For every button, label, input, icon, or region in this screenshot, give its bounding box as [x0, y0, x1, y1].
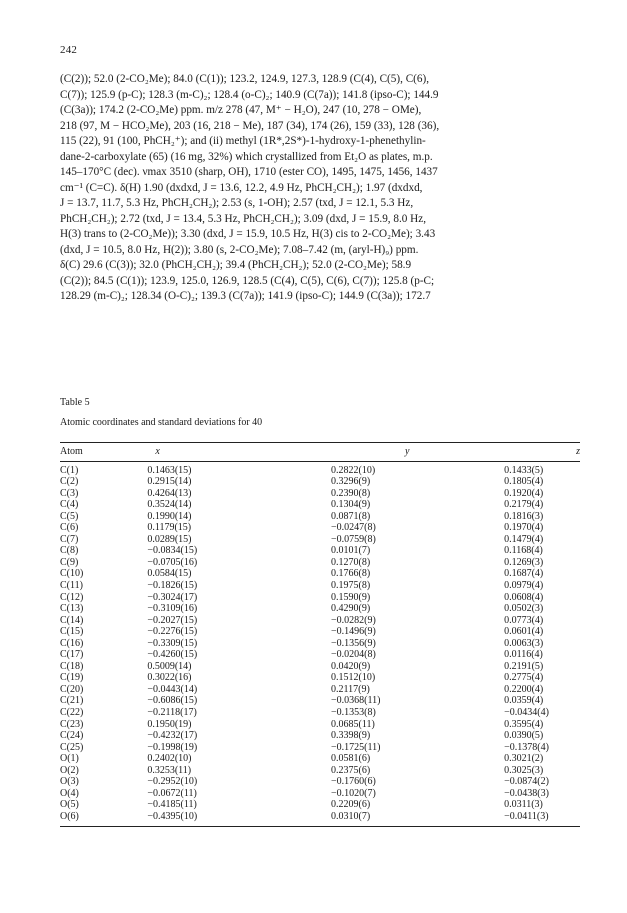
table-row	[60, 765, 580, 777]
text-line: dane-2-carboxylate (65) (16 mg, 32%) which crystallized from Et₂O as plates, m.p.	[60, 150, 433, 163]
cell-y: 0.2209(6)	[331, 799, 371, 811]
page-number: 242	[60, 44, 78, 56]
table-row	[60, 811, 580, 826]
cell-z: 0.2179(4)	[504, 499, 544, 511]
text-line: δ(C) 29.6 (C(3)); 32.0 (PhCH₂CH₂); 39.4 (PhCH₂CH₂); 52.0 (2-CO₂Me); 58.9	[60, 259, 412, 271]
cell-x: 0.0584(15)	[147, 568, 192, 580]
cell-atom: C(12)	[60, 591, 84, 603]
table-caption	[60, 395, 262, 431]
cell-x: −0.6086(15)	[147, 695, 198, 707]
table-header-row	[60, 443, 580, 462]
cell-y: −0.0368(11)	[331, 695, 381, 707]
cell-y: 0.4290(9)	[331, 603, 371, 615]
table-row	[60, 684, 580, 696]
cell-y: 0.3398(9)	[331, 730, 371, 742]
cell-z: 0.1687(4)	[504, 568, 544, 580]
cell-y: 0.0420(9)	[331, 660, 371, 672]
table-row	[60, 753, 580, 765]
cell-x: −0.2276(15)	[147, 626, 198, 638]
cell-y: 0.0685(11)	[331, 718, 375, 730]
table-row	[60, 626, 580, 638]
cell-x: −0.4185(11)	[147, 799, 197, 811]
cell-y: 0.0581(6)	[331, 753, 371, 765]
cell-z: 0.0773(4)	[504, 614, 544, 626]
header-y: y	[285, 443, 456, 462]
cell-y: −0.0759(8)	[331, 533, 376, 545]
text-line: 218 (97, M − HCO₂Me), 203 (16, 218 − Me), 187 (34), 174 (26), 159 (33), 128 (36),	[60, 119, 440, 132]
cell-z: 0.2200(4)	[504, 683, 544, 695]
cell-x: −0.2027(15)	[147, 614, 198, 626]
header-x: x	[107, 443, 285, 462]
cell-x: 0.3253(11)	[147, 764, 192, 776]
cell-z: 0.1970(4)	[504, 522, 544, 534]
table-row	[60, 603, 580, 615]
table-row	[60, 719, 580, 731]
cell-atom: C(24)	[60, 730, 84, 742]
cell-z: 0.1920(4)	[504, 487, 544, 499]
cell-z: 0.0502(3)	[504, 603, 544, 615]
cell-atom: C(16)	[60, 637, 84, 649]
cell-x: −0.2952(10)	[147, 776, 198, 788]
cell-y: −0.0204(8)	[331, 649, 376, 661]
cell-z: 0.1168(4)	[504, 545, 543, 557]
cell-y: 0.2375(6)	[331, 764, 371, 776]
table-row	[60, 511, 580, 523]
cell-atom: C(9)	[60, 556, 79, 568]
table-row	[60, 488, 580, 500]
cell-atom: O(3)	[60, 776, 79, 788]
table-row	[60, 742, 580, 754]
cell-z: 0.1816(3)	[504, 510, 544, 522]
cell-y: −0.1725(11)	[331, 741, 381, 753]
cell-z: 0.2191(5)	[504, 660, 544, 672]
cell-x: 0.3022(16)	[147, 672, 192, 684]
cell-z: −0.0438(3)	[504, 787, 549, 799]
cell-x: −0.3309(15)	[147, 637, 198, 649]
cell-x: 0.5009(14)	[147, 660, 192, 672]
cell-z: 0.0359(4)	[504, 695, 544, 707]
cell-atom: C(4)	[60, 499, 79, 511]
table-row	[60, 476, 580, 488]
cell-atom: C(6)	[60, 522, 79, 534]
table-row	[60, 661, 580, 673]
cell-y: 0.0310(7)	[285, 811, 456, 826]
cell-y: −0.0247(8)	[331, 522, 376, 534]
table-row	[60, 592, 580, 604]
cell-x: 0.3524(14)	[147, 499, 192, 511]
cell-x: −0.0672(11)	[147, 787, 197, 799]
cell-atom: C(10)	[60, 568, 84, 580]
cell-y: −0.1356(9)	[331, 637, 376, 649]
cell-x: −0.0834(15)	[147, 545, 198, 557]
table-row	[60, 557, 580, 569]
table-title: Atomic coordinates and standard deviations for 40	[60, 417, 263, 428]
cell-x: 0.1990(14)	[147, 510, 192, 522]
table-label: Table 5	[60, 397, 90, 408]
cell-z: 0.0390(5)	[504, 730, 544, 742]
text-line: (C(3a)); 174.2 (2-CO₂Me) ppm. m/z 278 (47, M⁺ − H₂O), 247 (10, 278 − OMe),	[60, 104, 422, 116]
cell-atom: C(25)	[60, 741, 84, 753]
cell-z: 0.0311(3)	[504, 799, 543, 811]
cell-atom: O(1)	[60, 753, 79, 765]
cell-z: 0.1479(4)	[504, 533, 544, 545]
cell-y: 0.1766(8)	[331, 568, 371, 580]
table-row	[60, 499, 580, 511]
cell-atom: O(6)	[60, 811, 107, 826]
cell-x: −0.0443(14)	[147, 683, 198, 695]
cell-z: 0.1433(5)	[504, 464, 544, 476]
cell-x: 0.1463(15)	[147, 464, 192, 476]
cell-atom: C(13)	[60, 603, 84, 615]
cell-x: −0.2118(17)	[147, 707, 197, 719]
table-row	[60, 707, 580, 719]
table-row	[60, 638, 580, 650]
cell-atom: O(4)	[60, 787, 79, 799]
cell-x: 0.1950(19)	[147, 718, 192, 730]
cell-z: 0.0116(4)	[504, 649, 543, 661]
cell-x: 0.2402(10)	[147, 753, 192, 765]
cell-y: −0.0282(9)	[331, 614, 376, 626]
cell-y: 0.1512(10)	[331, 672, 376, 684]
cell-y: 0.1304(9)	[331, 499, 371, 511]
cell-atom: C(8)	[60, 545, 79, 557]
cell-z: 0.0063(3)	[504, 637, 544, 649]
text-line: J = 13.7, 11.7, 5.3 Hz, PhCH₂CH₂); 2.53 (s, 1-OH); 2.57 (txd, J = 12.1, 5.3 Hz,	[60, 197, 414, 209]
table-row	[60, 461, 580, 476]
cell-x: −0.0705(16)	[147, 556, 198, 568]
cell-x: −0.4260(15)	[147, 649, 198, 661]
cell-y: −0.1020(7)	[331, 787, 376, 799]
table-body	[60, 461, 580, 826]
cell-y: 0.2117(9)	[331, 683, 370, 695]
table-row	[60, 545, 580, 557]
cell-atom: C(5)	[60, 510, 79, 522]
table-row	[60, 788, 580, 800]
table-row	[60, 649, 580, 661]
cell-x: −0.3109(16)	[147, 603, 198, 615]
cell-z: 0.0608(4)	[504, 591, 544, 603]
cell-x: −0.1998(19)	[147, 741, 198, 753]
text-line: (C(2)); 52.0 (2-CO₂Me); 84.0 (C(1)); 123.2, 124.9, 127.3, 128.9 (C(4), C(5), C(6),	[60, 73, 430, 85]
cell-atom: C(21)	[60, 695, 84, 707]
cell-atom: O(5)	[60, 799, 79, 811]
cell-y: 0.1975(8)	[331, 580, 371, 592]
cell-y: 0.3296(9)	[331, 476, 371, 488]
cell-z: −0.0874(2)	[504, 776, 549, 788]
text-line: 128.29 (m-C)₂; 128.34 (O-C)₂; 139.3 (C(7a)); 141.9 (ipso-C); 144.9 (C(3a)); 172.7	[60, 290, 431, 302]
atomic-coordinates-table	[60, 442, 580, 827]
header-atom: Atom	[60, 443, 107, 462]
cell-z: 0.1805(4)	[504, 476, 544, 488]
cell-z: 0.3021(2)	[504, 753, 544, 765]
cell-y: 0.2822(10)	[331, 464, 376, 476]
header-z: z	[456, 443, 580, 462]
cell-z: −0.0434(4)	[504, 707, 549, 719]
cell-atom: C(19)	[60, 672, 84, 684]
cell-atom: C(20)	[60, 683, 84, 695]
text-line: (dxd, J = 10.5, 8.0 Hz, H(2)); 3.80 (s, 2-CO₂Me); 7.08–7.42 (m, (aryl-H)₉) ppm.	[60, 243, 419, 256]
table-row	[60, 615, 580, 627]
table-row	[60, 695, 580, 707]
cell-z: 0.0601(4)	[504, 626, 544, 638]
cell-atom: C(18)	[60, 660, 84, 672]
cell-y: −0.1760(6)	[331, 776, 376, 788]
table-row	[60, 568, 580, 580]
text-line: 145–170°C (dec). νmax 3510 (sharp, OH), 1710 (ester CO), 1495, 1475, 1456, 1437	[60, 166, 438, 178]
table-row	[60, 580, 580, 592]
table-row	[60, 534, 580, 546]
cell-y: 0.0871(8)	[331, 510, 371, 522]
cell-x: 0.2915(14)	[147, 476, 192, 488]
cell-atom: C(15)	[60, 626, 84, 638]
cell-atom: O(2)	[60, 764, 79, 776]
cell-y: 0.1590(9)	[331, 591, 371, 603]
cell-atom: C(22)	[60, 707, 84, 719]
cell-y: −0.1353(8)	[331, 707, 376, 719]
cell-atom: C(14)	[60, 614, 84, 626]
text-line: (C(2)); 84.5 (C(1)); 123.9, 125.0, 126.9, 128.5 (C(4), C(5), C(6), C(7)); 125.8 (p-C;	[60, 274, 435, 287]
cell-atom: C(3)	[60, 487, 79, 499]
cell-z: 0.3595(4)	[504, 718, 544, 730]
cell-atom: C(17)	[60, 649, 84, 661]
text-line: PhCH₂CH₂); 2.72 (txd, J = 13.4, 5.3 Hz, PhCH₂CH₂); 3.09 (dxd, J = 15.9, 8.0 Hz,	[60, 212, 427, 225]
cell-x: 0.1179(15)	[147, 522, 192, 534]
text-line: cm⁻¹ (C=C). δ(H) 1.90 (dxdxd, J = 13.6, 12.2, 4.9 Hz, PhCH₂CH₂); 1.97 (dxdxd,	[60, 181, 423, 194]
cell-x: −0.3024(17)	[147, 591, 198, 603]
cell-y: 0.1270(8)	[331, 556, 371, 568]
table-row	[60, 799, 580, 811]
table-row	[60, 672, 580, 684]
cell-x: −0.4395(10)	[107, 811, 285, 826]
cell-atom: C(1)	[60, 464, 79, 476]
table-row	[60, 522, 580, 534]
table-row	[60, 776, 580, 788]
cell-z: −0.0411(3)	[456, 811, 580, 826]
cell-z: 0.2775(4)	[504, 672, 544, 684]
cell-atom: C(2)	[60, 476, 79, 488]
text-line: 115 (22), 91 (100, PhCH₂⁺); and (ii) methyl (1R*,2S*)-1-hydroxy-1-phenethylin-	[60, 135, 426, 147]
cell-atom: C(23)	[60, 718, 84, 730]
cell-y: 0.2390(8)	[331, 487, 371, 499]
body-text	[60, 72, 580, 305]
cell-x: 0.4264(13)	[147, 487, 192, 499]
cell-x: −0.4232(17)	[147, 730, 198, 742]
cell-z: −0.1378(4)	[504, 741, 549, 753]
cell-z: 0.1269(3)	[504, 556, 544, 568]
cell-z: 0.0979(4)	[504, 580, 544, 592]
text-line: C(7)); 125.9 (p-C); 128.3 (m-C)₂; 128.4 (o-C)₂; 140.9 (C(7a)); 141.8 (ipso-C); 144.9	[60, 88, 439, 101]
cell-x: −0.1826(15)	[147, 580, 198, 592]
cell-x: 0.0289(15)	[147, 533, 192, 545]
cell-atom: C(7)	[60, 533, 79, 545]
cell-z: 0.3025(3)	[504, 764, 544, 776]
table-row	[60, 730, 580, 742]
text-line: H(3) trans to (2-CO₂Me)); 3.30 (dxd, J = 15.9, 10.5 Hz, H(3) cis to 2-CO₂Me); 3.43	[60, 228, 436, 240]
cell-atom: C(11)	[60, 580, 83, 592]
cell-y: 0.0101(7)	[331, 545, 371, 557]
cell-y: −0.1496(9)	[331, 626, 376, 638]
